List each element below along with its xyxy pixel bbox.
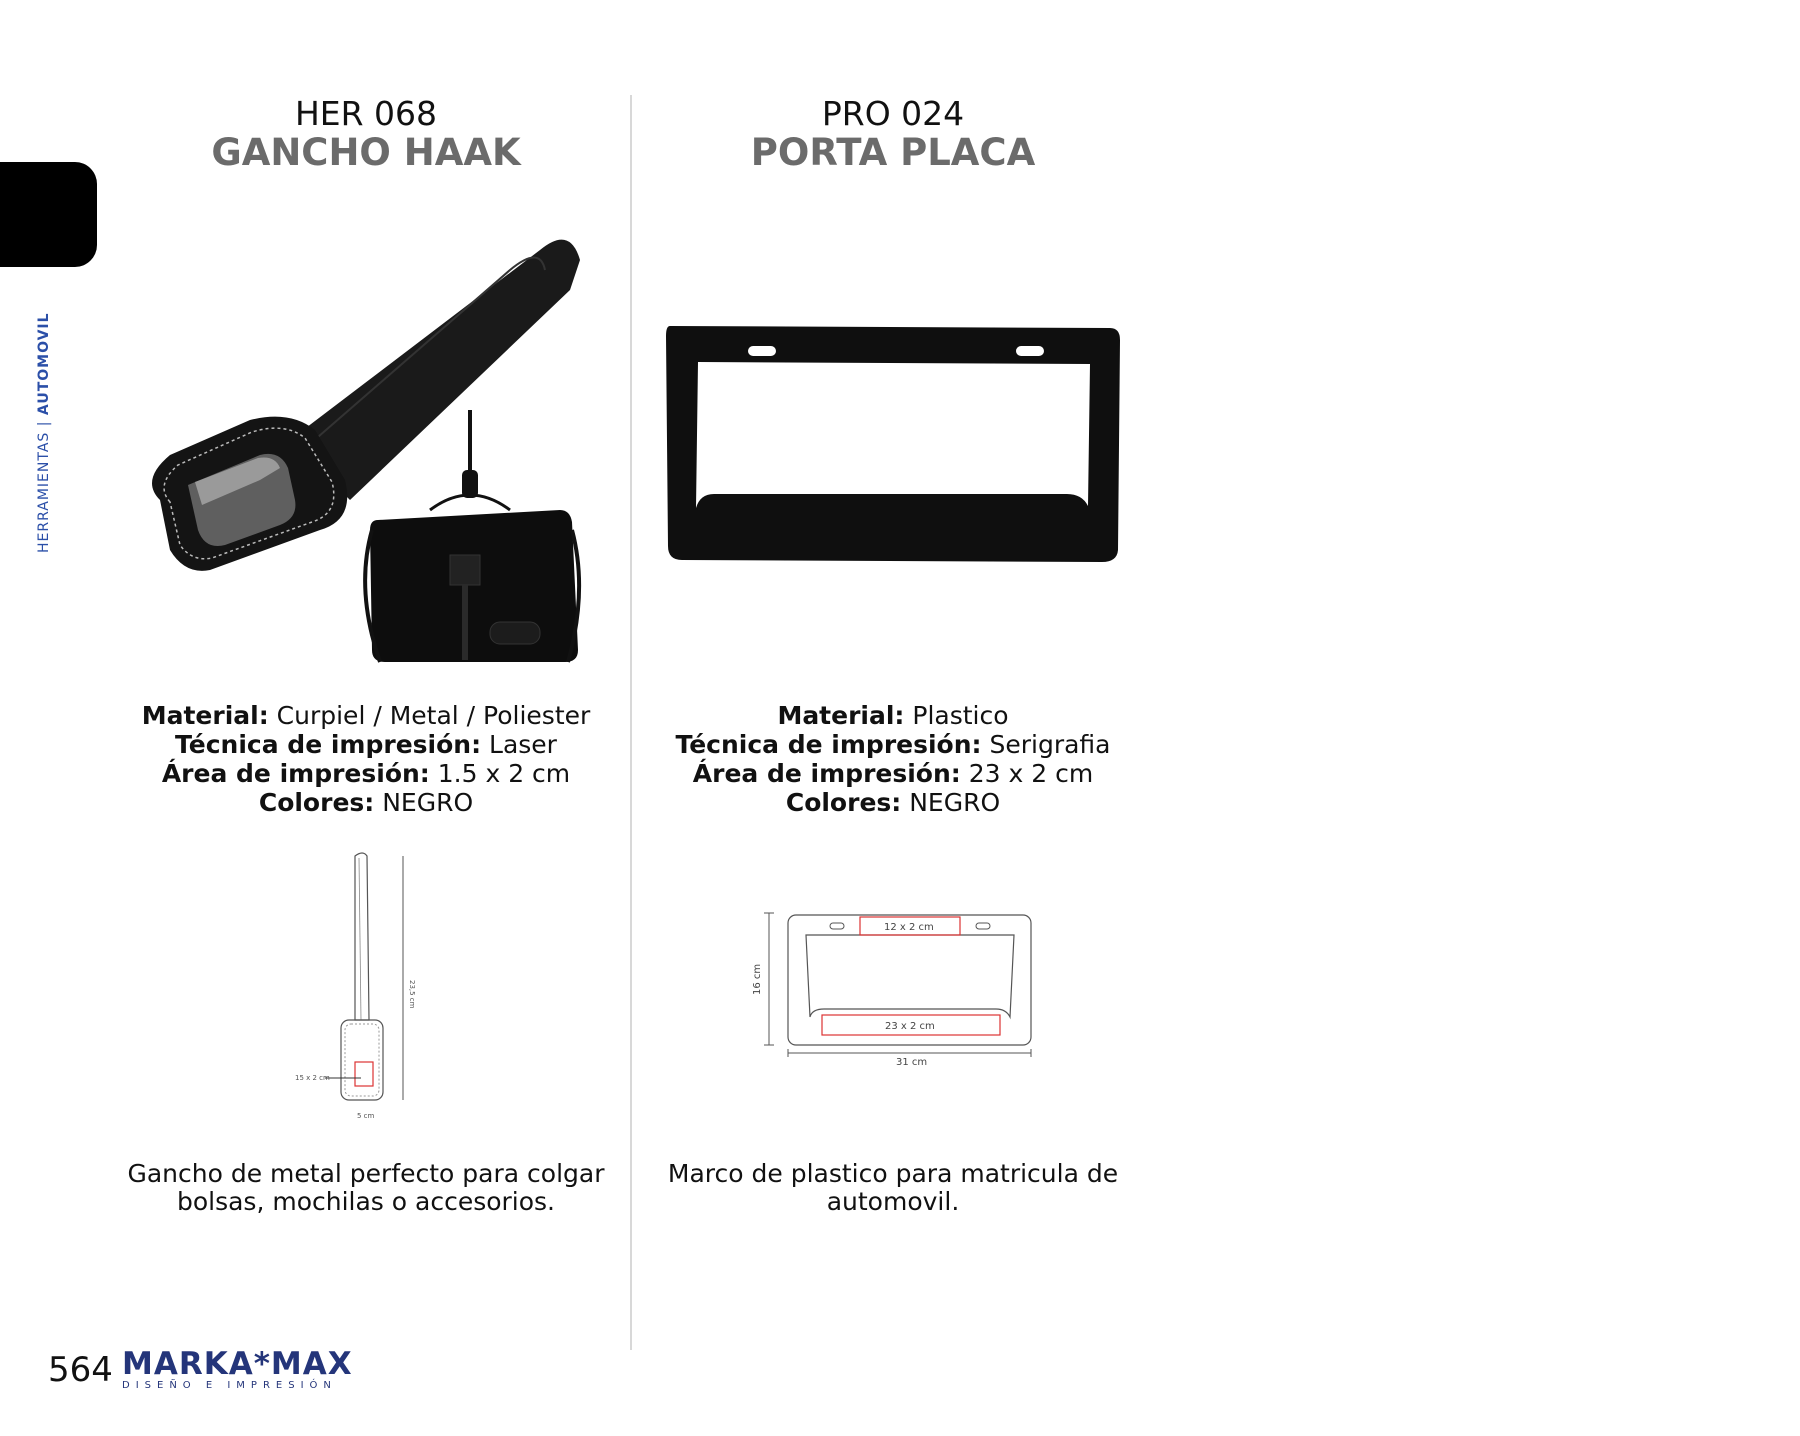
page-number: 564 xyxy=(48,1350,113,1390)
diagram-label-height: 16 cm xyxy=(752,963,763,995)
diagram-label-width: 5 cm xyxy=(357,1112,375,1120)
spec-colores xyxy=(96,788,636,817)
product-image-porta-placa xyxy=(662,322,1122,567)
spec-colores-label: Colores: xyxy=(785,788,902,817)
spec-material-label: Material: xyxy=(141,701,269,730)
spec-material xyxy=(623,701,1163,730)
section-tab xyxy=(0,162,97,267)
product-description-gancho: Gancho de metal perfecto para colgar bolsas, mochilas o accesorios. xyxy=(127,1159,605,1216)
spec-tecnica xyxy=(623,730,1163,759)
spec-colores xyxy=(623,788,1163,817)
product-specs-porta-placa xyxy=(623,701,1163,817)
spec-material-value: Plastico xyxy=(904,701,1009,730)
spec-material-value: Curpiel / Metal / Poliester xyxy=(268,701,591,730)
diagram-label-width: 31 cm xyxy=(896,1057,928,1065)
subcategory-text: AUTOMOVIL xyxy=(36,312,52,416)
product-name: PORTA PLACA xyxy=(750,131,1036,174)
product-image-gancho xyxy=(140,230,600,670)
product-heading-porta-placa xyxy=(623,95,1163,173)
spec-tecnica-label: Técnica de impresión: xyxy=(175,730,482,759)
brand-logo xyxy=(122,1348,353,1392)
spec-area-value: 1.5 x 2 cm xyxy=(429,759,571,788)
technical-drawing-gancho xyxy=(285,850,435,1125)
spec-material xyxy=(96,701,636,730)
product-specs-gancho xyxy=(96,701,636,817)
spec-area xyxy=(623,759,1163,788)
spec-colores-value: NEGRO xyxy=(374,788,474,817)
spec-colores-label: Colores: xyxy=(258,788,375,817)
spec-colores-value: NEGRO xyxy=(901,788,1001,817)
brand-tagline: DISEÑO E IMPRESIÓN xyxy=(122,1380,337,1391)
product-code: PRO 024 xyxy=(821,94,965,133)
spec-area-label: Área de impresión: xyxy=(692,759,961,788)
diagram-label-top: 12 x 2 cm xyxy=(884,922,934,933)
diagram-label-bottom: 23 x 2 cm xyxy=(885,1021,935,1032)
product-description-porta-placa: Marco de plastico para matricula de automovil. xyxy=(667,1159,1119,1216)
diagram-label-print: 15 x 2 cm xyxy=(295,1074,330,1082)
brand-name: MARKA*MAX xyxy=(122,1346,353,1382)
spec-tecnica-label: Técnica de impresión: xyxy=(675,730,982,759)
product-name: GANCHO HAAK xyxy=(211,131,521,174)
spec-area xyxy=(96,759,636,788)
diagram-label-height: 23,5 cm xyxy=(408,980,416,1009)
spec-tecnica xyxy=(96,730,636,759)
spec-material-label: Material: xyxy=(777,701,905,730)
technical-drawing-porta-placa xyxy=(748,905,1038,1065)
product-code: HER 068 xyxy=(294,94,438,133)
category-text: HERRAMIENTAS | xyxy=(36,415,52,553)
spec-tecnica-value: Laser xyxy=(481,730,557,759)
section-label xyxy=(36,312,52,553)
spec-tecnica-value: Serigrafia xyxy=(981,730,1111,759)
product-heading-gancho xyxy=(96,95,636,173)
spec-area-label: Área de impresión: xyxy=(161,759,430,788)
spec-area-value: 23 x 2 cm xyxy=(960,759,1094,788)
